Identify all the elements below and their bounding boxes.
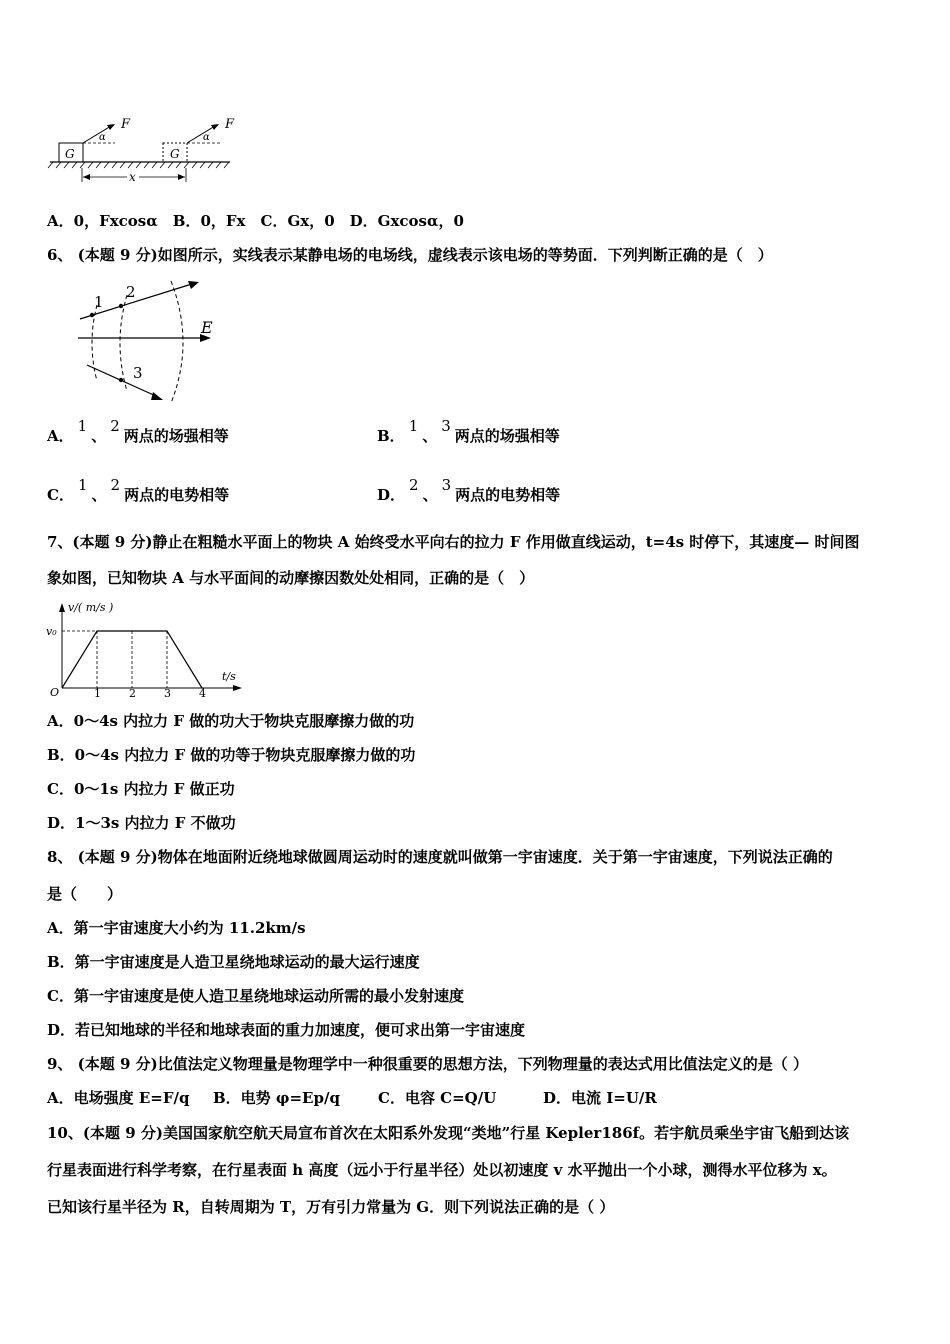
q9-option-b: B．电势 φ=Ep/q [213, 1089, 340, 1107]
label-3: 3 [133, 364, 143, 382]
y-axis-label: v/( m/s ) [68, 601, 114, 614]
q6-option-a: A．1、2两点的场强相等 [47, 417, 229, 445]
q6-option-c: C．1、2两点的电势相等 [47, 476, 230, 504]
x-tick-2: 2 [129, 687, 136, 700]
q10-stem-line2: 行星表面进行科学考察，在行星表面 h 高度（远小于行星半径）处以初速度 v 水平抛出一个小球，测得水平位移为 x。 [47, 1161, 837, 1179]
x-tick-4: 4 [199, 687, 206, 700]
q10-stem-line1: 10、(本题 9 分)美国国家航空航天局宣布首次在太阳系外发现“类地”行星 Kepler186f。若宇航员乘坐宇宙飞船到达该 [47, 1124, 850, 1142]
point-1 [90, 313, 94, 317]
q6-option-d: D．2、3两点的电势相等 [377, 476, 561, 504]
label-E: E [201, 318, 213, 337]
q6-figure [75, 275, 225, 405]
q8-stem-line2: 是（ ） [47, 885, 123, 903]
q5-options: A．0，Fxcosα B．0，Fx C．Gx，0 D．Gxcosα，0 [47, 212, 464, 230]
point-2 [119, 304, 123, 308]
q8-option-d: D．若已知地球的半径和地球表面的重力加速度，便可求出第一宇宙速度 [47, 1021, 526, 1039]
q7-stem-line2: 象如图，已知物块 A 与水平面间的动摩擦因数处处相同，正确的是（ ） [47, 569, 535, 587]
velocity-line [62, 631, 202, 688]
q8-option-c: C．第一宇宙速度是使人造卫星绕地球运动所需的最小发射速度 [47, 987, 464, 1005]
q7-option-b: B．0～4s 内拉力 F 做的功等于物块克服摩擦力做的功 [47, 746, 416, 764]
point-3 [119, 378, 123, 382]
q7-option-d: D．1～3s 内拉力 F 不做功 [47, 814, 236, 832]
label-2: 2 [126, 283, 136, 301]
origin-label: O [50, 686, 60, 699]
label-1: 1 [94, 293, 104, 311]
y-tick-v0: v₀ [46, 625, 57, 638]
force-label-left: F [121, 117, 131, 132]
q10-stem-line3: 已知该行星半径为 R，自转周期为 T，万有引力常量为 G．则下列说法正确的是（ ） [47, 1198, 615, 1216]
q7-stem-line1: 7、(本题 9 分)静止在粗糙水平面上的物块 A 始终受水平向右的拉力 F 作用做直线运动，t=4s 时停下，其速度— 时间图 [47, 533, 860, 551]
x-axis-label: t/s [222, 670, 236, 683]
q7-option-a: A．0～4s 内拉力 F 做的功大于物块克服摩擦力做的功 [47, 712, 415, 730]
x-tick-1: 1 [94, 687, 101, 700]
block-left-label: G [65, 147, 75, 161]
q7-option-c: C．0～1s 内拉力 F 做正功 [47, 780, 235, 798]
q9-option-c: C．电容 C=Q/U [378, 1089, 497, 1107]
q8-option-b: B．第一宇宙速度是人造卫星绕地球运动的最大运行速度 [47, 953, 420, 971]
q8-stem-line1: 8、 (本题 9 分)物体在地面附近绕地球做圆周运动时的速度就叫做第一宇宙速度．关于第一宇宙速度，下列说法正确的 [47, 848, 833, 866]
q5-figure [45, 112, 245, 187]
angle-label-right: α [203, 132, 210, 143]
angle-label-left: α [99, 132, 106, 143]
q6-option-b: B．1、3两点的场强相等 [377, 417, 560, 445]
block-right-label: G [170, 147, 180, 161]
distance-label: x [129, 170, 136, 184]
q6-stem: 6、 (本题 9 分)如图所示，实线表示某静电场的电场线，虚线表示该电场的等势面．下列判断正确的是（ ） [47, 246, 773, 264]
x-tick-3: 3 [164, 687, 171, 700]
q9-stem: 9、 (本题 9 分)比值法定义物理量是物理学中一种很重要的思想方法，下列物理量的表达式用比值法定义的是（ ） [47, 1055, 808, 1073]
q7-vt-chart [42, 598, 247, 700]
q9-option-a: A．电场强度 E=F/q [47, 1089, 190, 1107]
q9-option-d: D．电流 I=U/R [543, 1089, 657, 1107]
force-label-right: F [225, 117, 235, 132]
q8-option-a: A．第一宇宙速度大小约为 11.2km/s [47, 919, 306, 937]
